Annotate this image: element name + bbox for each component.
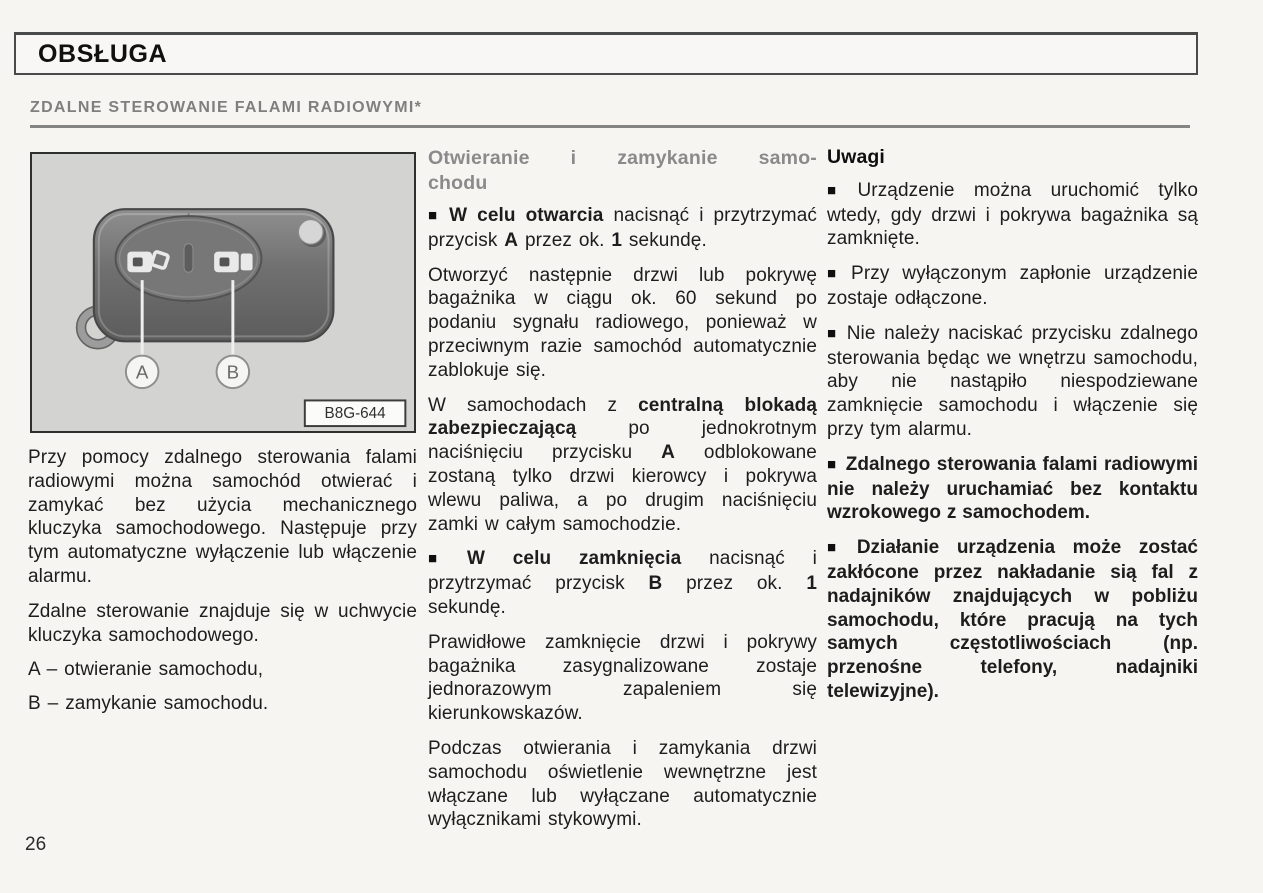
page-number: 26 [25, 834, 47, 855]
text-segment: Przy pomocy zdalnego sterowania falami radiowymi można samochód otwierać i zamykać bez użycia mechanicznego kluczyka samochodowego. Następuje przy tym automatyczne wyłączenie lub włączenie alarmu. [28, 447, 417, 587]
lock-button-icon [214, 252, 252, 273]
text-segment: Przy wyłączonym zapłonie urządzenie zostaje odłączone. [827, 263, 1198, 309]
section-title: ZDALNE STEROWANIE FALAMI RADIOWYMI* [30, 99, 1190, 128]
chapter-header-box [14, 32, 1198, 75]
key-remote-illustration [32, 154, 414, 431]
bullet-square-icon: ■ [827, 265, 843, 283]
bullet-square-icon: ■ [827, 539, 848, 557]
note-paragraph [827, 262, 1198, 311]
subsection-heading [428, 146, 817, 195]
text-segment: przez ok. [662, 573, 807, 595]
text-segment: Nie należy naciskać przycisku zdalnego sterowania będąc we wnętrzu samochodu, aby nie nastąpiło niespodziewane zamknięcie samochodu i włączenie się przy tym alarmu. [827, 322, 1198, 440]
text-segment: przez ok. [518, 229, 612, 251]
column-right [827, 146, 1198, 715]
text-segment: nacisnąć i przytrzymać przycisk [428, 205, 817, 251]
paragraph [428, 737, 817, 832]
text-segment: nacisnąć i przytrzymać przycisk [428, 548, 817, 595]
notes-heading: Uwagi [827, 146, 885, 168]
text-segment: W celu zamknięcia [466, 548, 682, 570]
text-segment: W samochodach z [428, 394, 639, 416]
column-left [28, 446, 417, 726]
text-segment: Prawidłowe zamknięcie drzwi i pokrywy bagażnika zasygnalizowane zostaje jednorazowym zapaleniem się kierunkowskazów. [428, 631, 817, 725]
text-segment: 1 [806, 573, 817, 595]
bullet-square-icon: ■ [428, 207, 441, 224]
bullet-square-icon: ■ [827, 181, 849, 199]
center-ridge [184, 244, 193, 273]
heading-line: chodu [428, 171, 488, 194]
callout-b-label: B [226, 361, 240, 383]
text-segment: Działanie urządzenia może zostać zakłócone przez nakładanie sią fal z nadajników znajdujących w pobliżu samochodu, które pracują na tych samych częstotliwościach (np. przenośne telefony, nadajniki telewizyjne). [827, 537, 1198, 702]
bullet-square-icon: ■ [827, 324, 838, 342]
chapter-title: OBSŁUGA [38, 40, 168, 68]
note-paragraph [827, 179, 1198, 251]
text-segment: Podczas otwierania i zamykania drzwi samochodu oświetlenie wewnętrzne jest włączane lub wyłączane automatycznie wyłącznikami stykowymi. [428, 737, 817, 831]
heading-line: Otwieranie i zamykanie samo- [428, 147, 817, 169]
figure-code-box [305, 400, 406, 426]
text-segment: po jednokrotnym naciśnięciu przycisku [428, 418, 817, 464]
text-segment: 1 [611, 229, 623, 251]
text-segment: centralną blokadą zabezpieczającą [428, 394, 817, 440]
paragraph [28, 446, 417, 589]
text-segment: Otworzyć następnie drzwi lub pokrywę bagażnika w ciągu ok. 60 sekund po podaniu sygnału radiowego, ponieważ w przeciwnym razie samochód automatycznie zablokuje się. [428, 264, 817, 381]
text-segment: Zdalne sterowanie znajduje się w uchwycie kluczyka samochodowego. [28, 600, 417, 646]
column-middle [428, 146, 817, 843]
paragraph [28, 600, 417, 648]
text-segment: B [648, 573, 663, 595]
note-paragraph [827, 453, 1198, 525]
text-segment: odblokowane zostaną tylko drzwi kierowcy i pokrywa wlewu paliwa, a po drugim naciśnięciu zamki w całym samochodzie. [428, 442, 817, 535]
legend-item-a: A – otwieranie samochodu, [28, 659, 264, 681]
figure-code: B8G-644 [324, 405, 386, 423]
text-segment: sekundę. [622, 229, 707, 251]
paragraph [428, 394, 817, 537]
paragraph [428, 547, 817, 619]
paragraph [428, 631, 817, 726]
callout-a-label: A [135, 361, 149, 383]
bullet-square-icon: ■ [827, 455, 837, 473]
paragraph [428, 264, 817, 383]
text-segment: A [661, 442, 675, 464]
note-paragraph [827, 322, 1198, 442]
text-segment: Urządzenie można uruchomić tylko wtedy, gdy drzwi i pokrywa bagażnika są zamknięte. [827, 179, 1198, 250]
text-segment: Zdalnego sterowania falami radiowymi nie należy uruchamiać bez kontaktu wzrokowego z samochodem. [827, 453, 1198, 524]
text-segment: W celu otwarcia [449, 205, 604, 226]
paragraph [428, 204, 817, 253]
legend-item-b: B – zamykanie samochodu. [28, 693, 269, 715]
text-segment: A [504, 229, 519, 251]
bullet-square-icon: ■ [428, 550, 458, 568]
note-paragraph [827, 536, 1198, 704]
key-remote-figure [30, 152, 416, 433]
text-segment: sekundę. [428, 596, 506, 618]
